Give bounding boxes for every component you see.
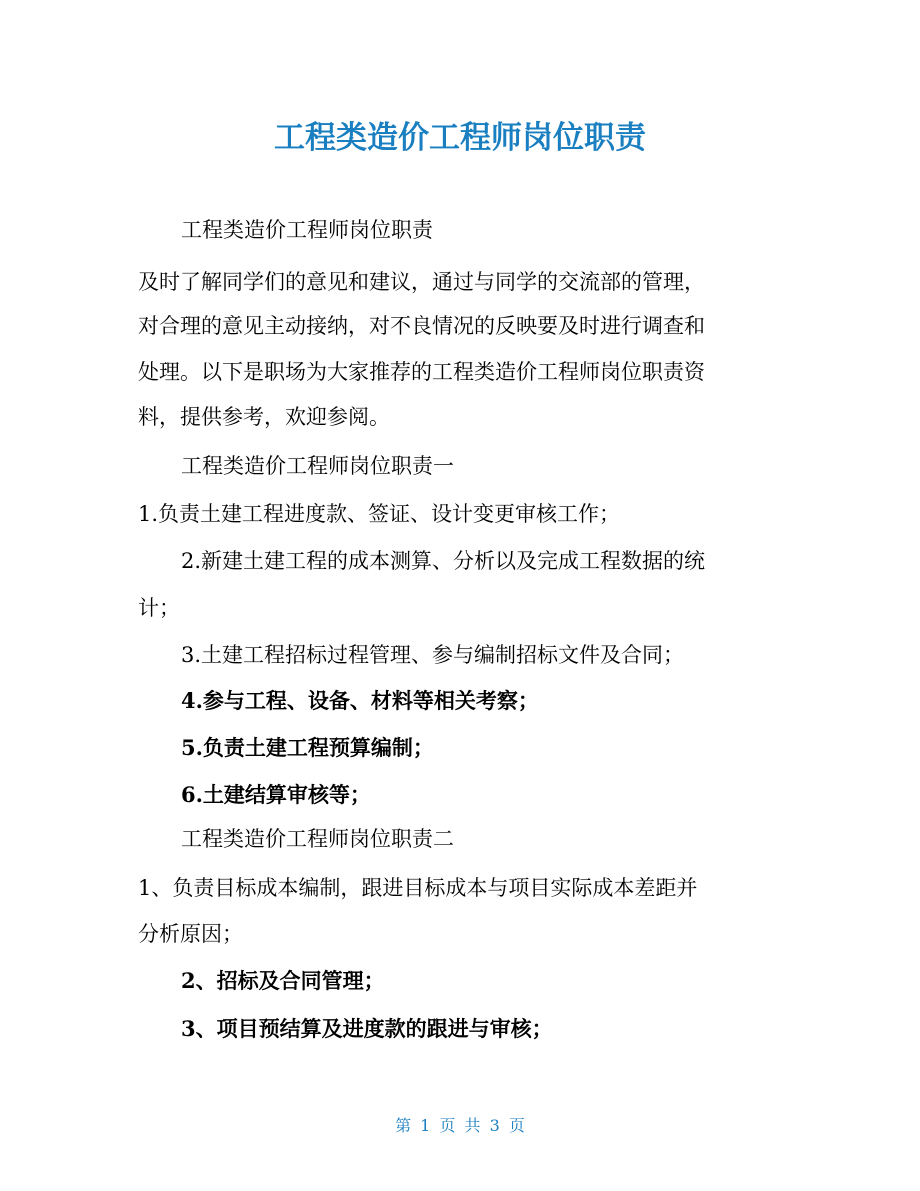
duty-1-3: 3.土建工程招标过程管理、参与编制招标文件及合同； (181, 643, 685, 667)
duty-1-1: 1.负责土建工程进度款、签证、设计变更审核工作； (138, 502, 621, 526)
document-title: 工程类造价工程师岗位职责 (274, 120, 646, 156)
duty-2-1: 1、负责目标成本编制，跟进目标成本与项目实际成本差距并 (138, 876, 698, 900)
duty-1-2: 2.新建土建工程的成本测算、分析以及完成工程数据的统 (181, 549, 706, 573)
duty-2-3: 3、项目预结算及进度款的跟进与审核； (181, 1016, 553, 1041)
intro-line-1: 及时了解同学们的意见和建议，通过与同学的交流部的管理， (138, 270, 705, 294)
subtitle-line: 工程类造价工程师岗位职责 (181, 218, 433, 242)
duty-1-5: 5.负责土建工程预算编制； (181, 735, 434, 760)
duty-1-6: 6.土建结算审核等； (181, 782, 371, 807)
intro-line-4: 料，提供参考，欢迎参阅。 (138, 405, 390, 429)
section-heading-2: 工程类造价工程师岗位职责二 (181, 827, 454, 851)
duty-1-4: 4.参与工程、设备、材料等相关考察； (181, 688, 539, 713)
intro-line-3: 处理。以下是职场为大家推荐的工程类造价工程师岗位职责资 (138, 360, 705, 384)
page-number-footer: 第 1 页 共 3 页 (395, 1116, 525, 1135)
intro-line-2: 对合理的意见主动接纳，对不良情况的反映要及时进行调查和 (138, 314, 705, 338)
section-heading-1: 工程类造价工程师岗位职责一 (181, 454, 454, 478)
duty-2-1-cont: 分析原因； (138, 922, 243, 946)
duty-2-2: 2、招标及合同管理； (181, 968, 385, 993)
duty-1-2-cont: 计； (138, 596, 180, 620)
